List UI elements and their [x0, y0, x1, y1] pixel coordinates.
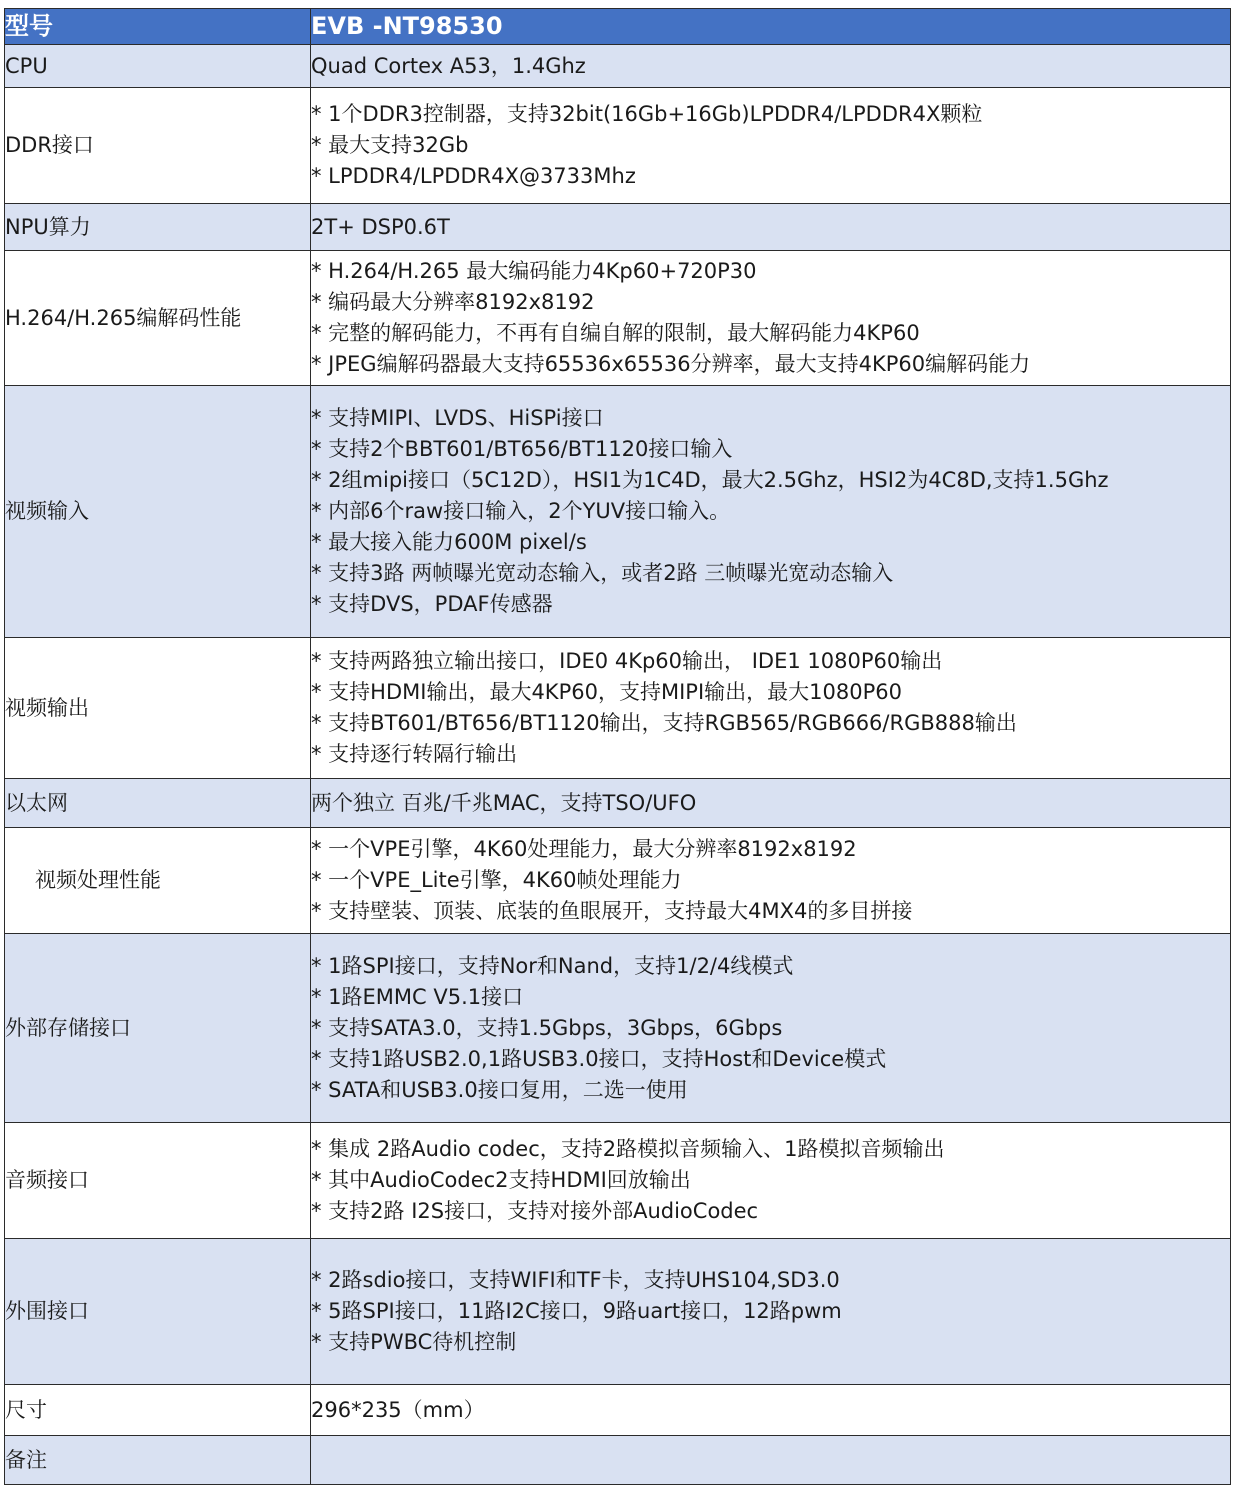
value-line: * 2组mipi接口（5C12D），HSI1为1C4D，最大2.5Ghz，HSI2为4C8D,支持1.5Ghz	[311, 468, 1109, 492]
row-label: 外围接口	[5, 1239, 311, 1385]
value-line: * 支持2个BBT601/BT656/BT1120接口输入	[311, 437, 733, 461]
value-line: * 1个DDR3控制器，支持32bit(16Gb+16Gb)LPDDR4/LPDDR4X颗粒	[311, 102, 983, 126]
value-line: * SATA和USB3.0接口复用，二选一使用	[311, 1077, 688, 1102]
row-value	[311, 779, 1231, 828]
value-line: * LPDDR4/LPDDR4X@3733Mhz	[311, 164, 636, 188]
value-line: * H.264/H.265 最大编码能力4Kp60+720P30	[311, 259, 757, 283]
value-line: 2T+ DSP0.6T	[311, 214, 450, 239]
value-line: * 一个VPE引擎，4K60处理能力，最大分辨率8192x8192	[311, 837, 857, 861]
row-label: NPU算力	[5, 204, 311, 251]
row-label: 备注	[5, 1436, 311, 1485]
row-value	[311, 934, 1231, 1123]
row-label: 音频接口	[5, 1123, 311, 1239]
value-line: * 支持SATA3.0，支持1.5Gbps，3Gbps，6Gbps	[311, 1015, 783, 1040]
row-value	[311, 251, 1231, 386]
row-value	[311, 828, 1231, 934]
row-value	[311, 88, 1231, 204]
row-value	[311, 1123, 1231, 1239]
row-value	[311, 45, 1231, 88]
value-line: Quad Cortex A53，1.4Ghz	[311, 53, 586, 78]
value-line: * 支持2路 I2S接口，支持对接外部AudioCodec	[311, 1199, 759, 1223]
value-line: * 支持HDMI输出，最大4KP60，支持MIPI输出，最大1080P60	[311, 680, 902, 704]
table-row-video-output	[5, 638, 1231, 779]
header-label-cell: 型号	[5, 9, 311, 45]
value-line: * 内部6个raw接口输入，2个YUV接口输入。	[311, 499, 731, 523]
table-row-codec	[5, 251, 1231, 386]
row-value	[311, 1239, 1231, 1385]
row-value	[311, 386, 1231, 638]
row-value	[311, 1436, 1231, 1485]
table-row-notes	[5, 1436, 1231, 1485]
value-line: * 支持逐行转隔行输出	[311, 742, 518, 766]
row-label: 以太网	[5, 779, 311, 828]
row-value	[311, 638, 1231, 779]
table-row-ethernet	[5, 779, 1231, 828]
row-label: H.264/H.265编解码性能	[5, 251, 311, 386]
value-line: * 一个VPE_Lite引擎，4K60帧处理能力	[311, 868, 682, 892]
value-line: * 5路SPI接口，11路I2C接口，9路uart接口，12路pwm	[311, 1299, 842, 1323]
value-line: * 支持1路USB2.0,1路USB3.0接口，支持Host和Device模式	[311, 1046, 887, 1071]
row-label: 外部存储接口	[5, 934, 311, 1123]
value-line: * 支持BT601/BT656/BT1120输出，支持RGB565/RGB666/RGB888输出	[311, 711, 1017, 735]
table-header-row	[5, 9, 1231, 45]
value-line: * 完整的解码能力，不再有自编自解的限制，最大解码能力4KP60	[311, 321, 920, 345]
value-line: 两个独立 百兆/千兆MAC，支持TSO/UFO	[311, 790, 697, 815]
table-row-ddr	[5, 88, 1231, 204]
row-label: 视频处理性能	[5, 828, 311, 934]
row-label: 尺寸	[5, 1385, 311, 1436]
row-label: 视频输出	[5, 638, 311, 779]
row-label: DDR接口	[5, 88, 311, 204]
value-line: * 2路sdio接口，支持WIFI和TF卡，支持UHS104,SD3.0	[311, 1268, 840, 1292]
value-line: * 1路SPI接口，支持Nor和Nand，支持1/2/4线模式	[311, 953, 794, 978]
row-label: 视频输入	[5, 386, 311, 638]
value-line: * 其中AudioCodec2支持HDMI回放输出	[311, 1168, 691, 1192]
table-row-size	[5, 1385, 1231, 1436]
table-row-video-input	[5, 386, 1231, 638]
value-line: * 编码最大分辨率8192x8192	[311, 290, 595, 314]
value-line: * 支持壁装、顶装、底装的鱼眼展开，支持最大4MX4的多目拼接	[311, 899, 913, 923]
value-line: * 最大支持32Gb	[311, 133, 469, 157]
value-line: * 支持两路独立输出接口，IDE0 4Kp60输出， IDE1 1080P60输出	[311, 649, 943, 673]
table-row-audio	[5, 1123, 1231, 1239]
spec-table	[4, 8, 1231, 1485]
row-value	[311, 1385, 1231, 1436]
value-line: * 支持PWBC待机控制	[311, 1330, 517, 1354]
table-row-video-processing	[5, 828, 1231, 934]
value-line: * 支持3路 两帧曝光宽动态输入，或者2路 三帧曝光宽动态输入	[311, 561, 894, 585]
value-line: * 1路EMMC V5.1接口	[311, 984, 524, 1009]
row-label: CPU	[5, 45, 311, 88]
table-row-cpu	[5, 45, 1231, 88]
table-row-storage	[5, 934, 1231, 1123]
header-value-cell: EVB -NT98530	[311, 9, 1231, 45]
value-line: * 最大接入能力600M pixel/s	[311, 530, 587, 554]
value-line: * 集成 2路Audio codec，支持2路模拟音频输入、1路模拟音频输出	[311, 1137, 945, 1161]
value-line: 296*235（mm）	[311, 1397, 485, 1422]
value-line: * 支持DVS，PDAF传感器	[311, 592, 553, 616]
table-row-npu	[5, 204, 1231, 251]
table-row-peripheral	[5, 1239, 1231, 1385]
row-value	[311, 204, 1231, 251]
value-line: * 支持MIPI、LVDS、HiSPi接口	[311, 406, 604, 430]
value-line: * JPEG编解码器最大支持65536x65536分辨率，最大支持4KP60编解码能力	[311, 352, 1031, 376]
